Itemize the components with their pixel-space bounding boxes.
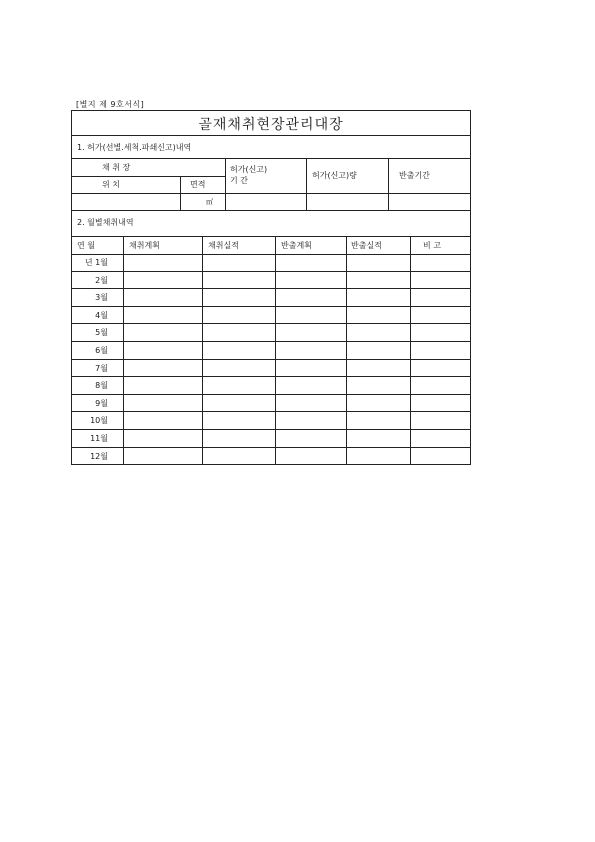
- col-header-extraction-result: 채취실적: [208, 241, 239, 250]
- section1-header-divider: [72, 193, 470, 194]
- table-row: [72, 360, 470, 378]
- site-header-divider: [72, 176, 225, 177]
- col-header-extraction-plan: 채취계획: [129, 241, 160, 250]
- month-label: 11월: [90, 434, 108, 443]
- table-row: [72, 342, 470, 360]
- month-label: 3월: [95, 293, 108, 303]
- location-header: 위 치: [102, 180, 120, 189]
- table-row: [72, 377, 470, 395]
- section2-heading: 2. 월별채취내역: [77, 218, 134, 227]
- month-label: 2월: [95, 275, 108, 285]
- table-row: [72, 289, 470, 307]
- table-row: [72, 272, 470, 290]
- area-header: 면적: [190, 180, 206, 189]
- section1-col-divider-2: [225, 158, 226, 210]
- col-header-year-month: 연 월: [77, 241, 95, 250]
- permit-period-header-line2: 기 간: [230, 176, 248, 185]
- table-row: [72, 324, 470, 342]
- month-label: 10월: [90, 416, 108, 426]
- table-row: [72, 307, 470, 325]
- month-label: 6월: [95, 346, 108, 355]
- month-label: 7월: [95, 363, 108, 373]
- month-label: 12월: [90, 451, 108, 461]
- month-label: 9월: [95, 398, 108, 408]
- section1-heading: 1. 허가(선별.세척.파쇄신고)내역: [77, 143, 192, 152]
- col-header-remarks: 비 고: [423, 241, 441, 250]
- management-ledger-form: [71, 110, 471, 465]
- export-period-header: 반출기간: [399, 171, 430, 180]
- table-row: [72, 430, 470, 448]
- col-header-export-plan: 반출계획: [281, 241, 312, 250]
- month-label: 8월: [95, 381, 108, 391]
- section1-col-divider-4: [388, 158, 389, 210]
- table-row: [72, 412, 470, 430]
- col-header-export-result: 반출실적: [351, 241, 382, 250]
- month-label: 5월: [95, 328, 108, 338]
- form-title: 골재채취현장관리대장: [198, 117, 344, 133]
- form-number-label: [별지 제 9호서식]: [76, 100, 145, 109]
- month-label: 년 1월: [84, 258, 108, 267]
- section1-col-divider-3: [306, 158, 307, 210]
- section1-heading-divider: [72, 158, 470, 159]
- site-header: 채 취 장: [102, 163, 131, 172]
- area-unit: ㎡: [206, 198, 213, 206]
- table-row: [72, 254, 470, 272]
- table-row: [72, 395, 470, 413]
- month-label: 4월: [95, 310, 108, 320]
- section1-col-divider-1: [180, 176, 181, 210]
- section1-end-divider: [72, 210, 470, 211]
- title-divider: [72, 135, 470, 136]
- permit-period-header-line1: 허가(신고): [230, 165, 268, 174]
- table-row: [72, 448, 470, 466]
- permit-amount-header: 허가(신고)량: [312, 171, 357, 180]
